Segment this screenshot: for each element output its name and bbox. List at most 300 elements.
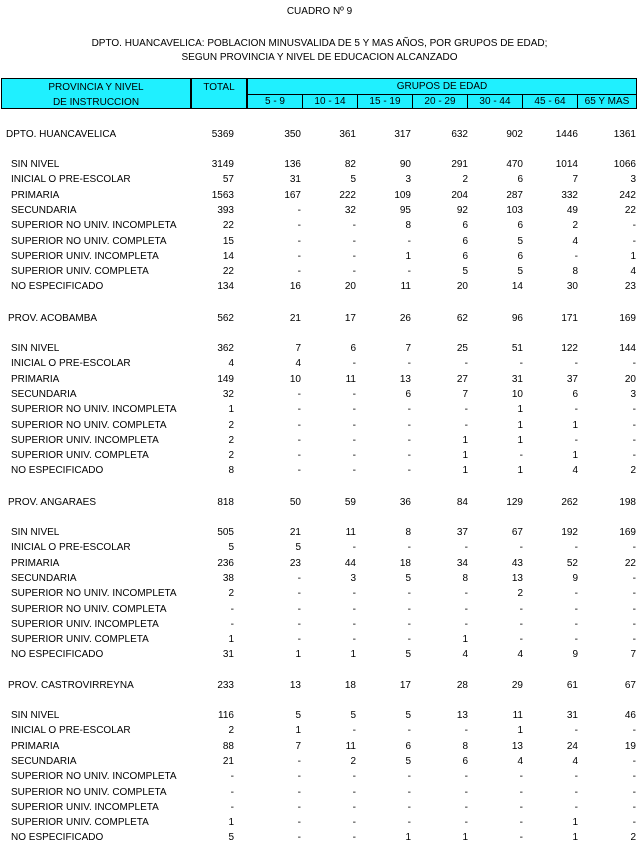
cell-value: 43 xyxy=(511,557,523,569)
cell-value: - xyxy=(297,266,301,278)
cell-value: - xyxy=(632,618,636,630)
cell-value: 470 xyxy=(506,159,523,170)
cell-value: - xyxy=(407,603,411,615)
cell-value: 1 xyxy=(405,832,411,844)
cell-value: 7 xyxy=(295,343,301,354)
cell-value: - xyxy=(519,832,523,844)
cell-total: 1 xyxy=(228,817,234,829)
row-label: SUPERIOR NO UNIV. INCOMPLETA xyxy=(11,220,177,232)
table-row xyxy=(1,800,637,815)
table-row xyxy=(1,708,637,723)
table-row xyxy=(1,463,637,478)
header-province-label: PROVINCIA Y NIVEL xyxy=(48,82,144,93)
cell-value: - xyxy=(352,542,356,554)
cell-value: 4 xyxy=(295,358,301,370)
cell-value: 67 xyxy=(511,527,523,538)
cell-value: 8 xyxy=(462,572,468,584)
row-label: SUPERIOR UNIV. INCOMPLETA xyxy=(11,618,159,630)
cell-total: - xyxy=(230,771,234,783)
cell-value: 37 xyxy=(566,373,578,385)
row-label: SUPERIOR NO UNIV. INCOMPLETA xyxy=(11,404,177,416)
cell-value: 4 xyxy=(572,755,578,767)
cell-value: - xyxy=(297,786,301,798)
cell-value: 3 xyxy=(405,174,411,186)
cell-value: - xyxy=(632,235,636,247)
cell-value: 3 xyxy=(630,174,636,186)
cell-value: 4 xyxy=(630,266,636,278)
row-label: NO ESPECIFICADO xyxy=(11,465,104,477)
cell-value: 13 xyxy=(511,572,523,584)
cell-value: 9 xyxy=(572,649,578,661)
row-label: SUPERIOR UNIV. COMPLETA xyxy=(11,634,149,646)
cell-value: 59 xyxy=(344,497,356,508)
cell-total: - xyxy=(230,618,234,630)
cell-value: 31 xyxy=(511,373,523,385)
header-age-65-mas: 65 Y MAS xyxy=(577,94,637,109)
cell-value: - xyxy=(407,725,411,737)
cell-value: 23 xyxy=(624,281,636,293)
cell-value: 10 xyxy=(511,388,523,400)
cell-value: 11 xyxy=(400,281,411,293)
cell-total: 236 xyxy=(217,557,234,569)
row-label: NO ESPECIFICADO xyxy=(11,649,104,661)
cell-value: - xyxy=(352,618,356,630)
cell-value: - xyxy=(574,358,578,370)
cell-value: 169 xyxy=(619,313,636,324)
cell-value: - xyxy=(297,572,301,584)
cell-total: 3149 xyxy=(211,159,234,170)
table-row xyxy=(1,769,637,784)
cell-total: 21 xyxy=(222,755,234,767)
cell-value: 29 xyxy=(511,680,523,691)
cell-value: 18 xyxy=(344,680,356,691)
table-row xyxy=(1,571,637,586)
cell-value: 1 xyxy=(462,634,468,646)
cell-total: 57 xyxy=(222,174,234,186)
cell-total: 4 xyxy=(228,358,234,370)
cell-value: - xyxy=(297,755,301,767)
cell-value: - xyxy=(352,786,356,798)
table-subtitle: SEGUN PROVINCIA Y NIVEL DE EDUCACION ALCANZADO xyxy=(181,52,458,63)
cell-total: 1 xyxy=(228,634,234,646)
cell-value: 291 xyxy=(451,159,468,170)
cell-value: 262 xyxy=(561,497,578,508)
cell-value: 1361 xyxy=(613,129,636,140)
table-row xyxy=(1,188,637,203)
cell-value: 21 xyxy=(289,527,301,538)
cell-value: 129 xyxy=(506,497,523,508)
cell-value: 4 xyxy=(517,755,523,767)
table-row xyxy=(1,815,637,830)
cell-value: 16 xyxy=(289,281,301,293)
cell-value: - xyxy=(352,588,356,600)
table-row xyxy=(1,602,637,617)
cell-value: 14 xyxy=(511,281,523,293)
cell-total: 362 xyxy=(217,343,234,354)
row-label: DPTO. HUANCAVELICA xyxy=(6,129,117,140)
row-label: SECUNDARIA xyxy=(11,755,77,767)
cell-value: 84 xyxy=(456,497,468,508)
table-row xyxy=(1,448,637,463)
cell-value: 31 xyxy=(289,174,301,186)
cell-value: 350 xyxy=(284,129,301,140)
cell-value: - xyxy=(632,771,636,783)
cell-value: - xyxy=(297,465,301,477)
cell-value: 5 xyxy=(405,755,411,767)
table-row xyxy=(1,387,637,402)
cell-value: 6 xyxy=(517,174,523,186)
cell-value: 26 xyxy=(399,313,411,324)
cell-value: - xyxy=(297,220,301,232)
row-label: PRIMARIA xyxy=(11,373,60,385)
table-row xyxy=(1,556,637,571)
cell-value: 6 xyxy=(462,220,468,232)
table-title: DPTO. HUANCAVELICA: POBLACION MINUSVALIDA DE 5 Y MAS AÑOS, POR GRUPOS DE EDAD; xyxy=(91,38,548,49)
cell-value: - xyxy=(407,588,411,600)
cell-value: - xyxy=(464,404,468,416)
cell-value: 5 xyxy=(350,710,356,721)
row-label: SIN NIVEL xyxy=(11,343,60,354)
cell-value: - xyxy=(519,786,523,798)
cell-value: 10 xyxy=(289,373,301,385)
cell-value: 6 xyxy=(517,250,523,262)
cell-value: - xyxy=(297,832,301,844)
cell-value: 5 xyxy=(295,542,301,554)
cell-value: 11 xyxy=(345,527,356,538)
cell-value: 52 xyxy=(566,557,578,569)
row-label: SECUNDARIA xyxy=(11,572,77,584)
cell-total: 1563 xyxy=(211,189,234,201)
cell-value: - xyxy=(297,618,301,630)
cell-value: 7 xyxy=(630,649,636,661)
cell-value: - xyxy=(632,220,636,232)
cell-value: 169 xyxy=(619,527,636,538)
cell-value: 13 xyxy=(399,373,411,385)
cell-value: 902 xyxy=(506,129,523,140)
table-row xyxy=(1,540,637,555)
cell-value: 23 xyxy=(289,557,301,569)
cell-value: - xyxy=(352,771,356,783)
cell-value: - xyxy=(407,450,411,462)
row-label: SUPERIOR UNIV. INCOMPLETA xyxy=(11,801,159,813)
cell-total: 5369 xyxy=(211,129,234,140)
cell-value: 2 xyxy=(630,465,636,477)
cell-value: 32 xyxy=(344,204,356,216)
table-row xyxy=(1,647,637,662)
cell-value: 2 xyxy=(517,588,523,600)
cell-value: - xyxy=(407,771,411,783)
cell-value: - xyxy=(352,250,356,262)
cell-value: - xyxy=(352,725,356,737)
cell-value: - xyxy=(464,817,468,829)
cell-value: 6 xyxy=(405,740,411,752)
row-label: SUPERIOR UNIV. COMPLETA xyxy=(11,450,149,462)
table-row xyxy=(1,203,637,218)
cell-value: - xyxy=(464,358,468,370)
cell-value: 1446 xyxy=(555,129,578,140)
cell-value: - xyxy=(352,358,356,370)
cell-value: 19 xyxy=(624,740,636,752)
row-label: INICIAL O PRE-ESCOLAR xyxy=(11,542,131,554)
header-age-30-44: 30 - 44 xyxy=(467,94,523,109)
cell-value: 317 xyxy=(394,129,411,140)
cell-value: 7 xyxy=(572,174,578,186)
cell-value: 8 xyxy=(405,220,411,232)
cell-value: - xyxy=(574,725,578,737)
cell-value: 1 xyxy=(517,434,523,446)
cell-value: - xyxy=(464,725,468,737)
cell-total: 562 xyxy=(217,313,234,324)
cell-value: 20 xyxy=(456,281,468,293)
cell-value: - xyxy=(632,588,636,600)
cell-value: - xyxy=(632,634,636,646)
cell-value: 2 xyxy=(350,755,356,767)
cell-value: 7 xyxy=(462,388,468,400)
cell-value: 4 xyxy=(517,649,523,661)
cell-value: 46 xyxy=(624,710,636,721)
cell-value: - xyxy=(407,634,411,646)
cell-value: 22 xyxy=(624,204,636,216)
cell-value: - xyxy=(352,801,356,813)
cell-value: - xyxy=(519,817,523,829)
cell-value: - xyxy=(519,618,523,630)
header-age-15-19: 15 - 19 xyxy=(357,94,413,109)
cell-value: - xyxy=(519,603,523,615)
cell-total: 14 xyxy=(222,250,234,262)
cell-value: - xyxy=(352,603,356,615)
cell-value: - xyxy=(574,786,578,798)
cell-value: 167 xyxy=(284,189,301,201)
cell-total: 2 xyxy=(228,419,234,431)
cell-value: 6 xyxy=(462,755,468,767)
table-row xyxy=(1,739,637,754)
cell-value: - xyxy=(407,419,411,431)
table-row xyxy=(1,234,637,249)
cell-value: 51 xyxy=(511,343,523,354)
row-label: SUPERIOR NO UNIV. COMPLETA xyxy=(11,786,167,798)
cell-value: - xyxy=(632,434,636,446)
cell-value: - xyxy=(297,388,301,400)
cell-value: 50 xyxy=(289,497,301,508)
table-row xyxy=(1,785,637,800)
cell-total: 818 xyxy=(217,497,234,508)
cell-total: 233 xyxy=(217,680,234,691)
cell-value: - xyxy=(632,572,636,584)
cell-value: 28 xyxy=(456,680,468,691)
cell-total: 2 xyxy=(228,725,234,737)
cell-value: - xyxy=(519,801,523,813)
cell-value: 5 xyxy=(462,266,468,278)
cell-value: - xyxy=(352,450,356,462)
cell-value: 5 xyxy=(350,174,356,186)
cell-value: 103 xyxy=(506,204,523,216)
cell-value: 1 xyxy=(572,450,578,462)
cell-value: 136 xyxy=(284,159,301,170)
cell-value: 6 xyxy=(350,343,356,354)
cell-value: 144 xyxy=(619,343,636,354)
cell-value: 49 xyxy=(566,204,578,216)
cell-value: 2 xyxy=(572,220,578,232)
table-header xyxy=(1,78,637,109)
header-age-5-9: 5 - 9 xyxy=(247,94,303,109)
cell-value: - xyxy=(519,542,523,554)
cell-value: 8 xyxy=(462,740,468,752)
cell-value: 61 xyxy=(566,680,578,691)
cell-value: 36 xyxy=(399,497,411,508)
department-row xyxy=(1,127,637,142)
cell-value: - xyxy=(519,450,523,462)
cell-value: - xyxy=(352,235,356,247)
cell-value: 90 xyxy=(399,159,411,170)
province-row xyxy=(1,495,637,510)
cell-total: 393 xyxy=(217,204,234,216)
cell-value: 5 xyxy=(295,710,301,721)
cell-value: - xyxy=(464,542,468,554)
cell-value: - xyxy=(464,588,468,600)
cell-value: 3 xyxy=(630,388,636,400)
cell-value: - xyxy=(574,618,578,630)
table-row xyxy=(1,830,637,845)
cell-value: - xyxy=(297,588,301,600)
row-label: PROV. ACOBAMBA xyxy=(8,313,98,324)
cell-value: 204 xyxy=(451,189,468,201)
cell-value: 1066 xyxy=(613,159,636,170)
cell-value: - xyxy=(574,404,578,416)
cell-total: 5 xyxy=(228,542,234,554)
row-label: SUPERIOR NO UNIV. INCOMPLETA xyxy=(11,771,177,783)
header-age-groups xyxy=(247,78,637,95)
cell-value: - xyxy=(407,358,411,370)
cell-value: - xyxy=(574,250,578,262)
cell-value: - xyxy=(519,634,523,646)
cell-value: 332 xyxy=(561,189,578,201)
cell-value: - xyxy=(352,832,356,844)
cell-value: - xyxy=(574,634,578,646)
cell-value: - xyxy=(297,771,301,783)
cell-value: 4 xyxy=(462,649,468,661)
cell-value: - xyxy=(574,771,578,783)
cell-value: - xyxy=(297,817,301,829)
cell-value: - xyxy=(574,801,578,813)
cell-value: - xyxy=(632,786,636,798)
cell-value: - xyxy=(407,465,411,477)
cell-value: 21 xyxy=(289,313,301,324)
row-label: SUPERIOR NO UNIV. INCOMPLETA xyxy=(11,588,177,600)
cell-value: 20 xyxy=(624,373,636,385)
table-row xyxy=(1,279,637,294)
cell-value: 1 xyxy=(572,817,578,829)
table-row xyxy=(1,341,637,356)
cell-value: 62 xyxy=(456,313,468,324)
cell-value: 192 xyxy=(561,527,578,538)
cell-value: - xyxy=(352,434,356,446)
row-label: SUPERIOR NO UNIV. COMPLETA xyxy=(11,603,167,615)
cell-value: 20 xyxy=(344,281,356,293)
cell-value: 8 xyxy=(405,527,411,538)
cell-value: - xyxy=(352,817,356,829)
header-province-level xyxy=(1,78,191,109)
cell-value: - xyxy=(632,450,636,462)
cell-value: 5 xyxy=(517,235,523,247)
cell-value: 96 xyxy=(511,313,523,324)
cell-value: 1 xyxy=(517,419,523,431)
cell-value: - xyxy=(632,603,636,615)
cell-total: 1 xyxy=(228,404,234,416)
cell-value: - xyxy=(407,618,411,630)
cell-value: - xyxy=(352,465,356,477)
cell-value: - xyxy=(352,404,356,416)
table-row xyxy=(1,157,637,172)
cell-value: 1014 xyxy=(555,159,578,170)
table-row xyxy=(1,433,637,448)
cell-value: 17 xyxy=(344,313,356,324)
cell-value: 2 xyxy=(630,832,636,844)
cell-value: - xyxy=(632,801,636,813)
row-label: INICIAL O PRE-ESCOLAR xyxy=(11,725,131,737)
table-number: CUADRO Nº 9 xyxy=(286,6,353,17)
cell-value: 13 xyxy=(511,740,523,752)
cell-total: 134 xyxy=(217,281,234,293)
cell-value: - xyxy=(407,266,411,278)
cell-value: - xyxy=(297,235,301,247)
cell-value: - xyxy=(632,358,636,370)
cell-value: - xyxy=(297,450,301,462)
cell-value: 9 xyxy=(572,572,578,584)
cell-total: 8 xyxy=(228,465,234,477)
row-label: INICIAL O PRE-ESCOLAR xyxy=(11,174,131,186)
cell-value: - xyxy=(297,419,301,431)
row-label: SECUNDARIA xyxy=(11,204,77,216)
cell-value: 242 xyxy=(619,189,636,201)
cell-value: - xyxy=(352,266,356,278)
cell-value: 27 xyxy=(456,373,468,385)
cell-value: - xyxy=(464,771,468,783)
header-level-label: DE INSTRUCCION xyxy=(52,97,140,108)
cell-value: 1 xyxy=(462,832,468,844)
cell-total: 2 xyxy=(228,434,234,446)
row-label: SUPERIOR UNIV. COMPLETA xyxy=(11,817,149,829)
cell-value: - xyxy=(632,817,636,829)
table-row xyxy=(1,264,637,279)
cell-value: 171 xyxy=(561,313,578,324)
cell-value: - xyxy=(407,434,411,446)
cell-total: 116 xyxy=(218,710,234,721)
table-row xyxy=(1,617,637,632)
header-age-groups-label: GRUPOS DE EDAD xyxy=(396,81,488,92)
table-row xyxy=(1,249,637,264)
cell-value: 7 xyxy=(405,343,411,354)
cell-value: - xyxy=(464,618,468,630)
cell-value: 5 xyxy=(405,649,411,661)
cell-total: - xyxy=(230,603,234,615)
cell-value: - xyxy=(297,250,301,262)
cell-value: 13 xyxy=(289,680,301,691)
cell-value: 11 xyxy=(345,373,356,385)
row-label: PRIMARIA xyxy=(11,557,60,569)
cell-value: 198 xyxy=(619,497,636,508)
cell-value: - xyxy=(519,358,523,370)
cell-value: 1 xyxy=(295,649,301,661)
cell-value: 1 xyxy=(572,832,578,844)
cell-value: - xyxy=(632,404,636,416)
row-label: NO ESPECIFICADO xyxy=(11,281,104,293)
cell-value: - xyxy=(297,404,301,416)
province-row xyxy=(1,311,637,326)
row-label: SUPERIOR UNIV. INCOMPLETA xyxy=(11,434,159,446)
header-age-20-29: 20 - 29 xyxy=(412,94,468,109)
cell-value: - xyxy=(297,603,301,615)
cell-value: - xyxy=(407,801,411,813)
